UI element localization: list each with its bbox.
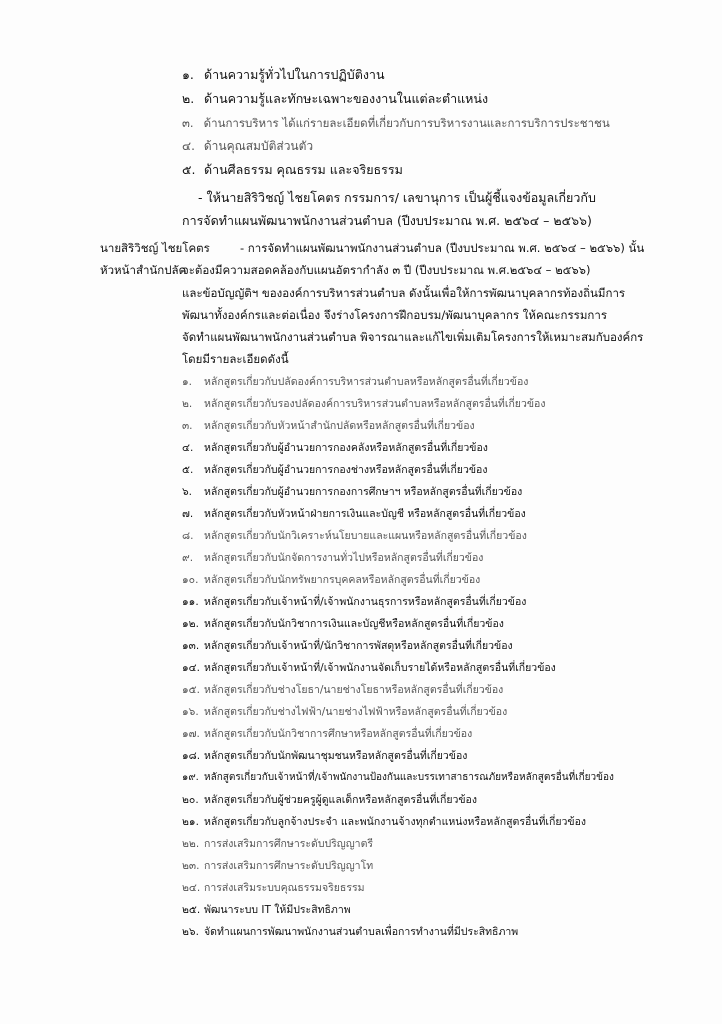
list-item-text: หลักสูตรเกี่ยวกับนักวิชาการเงินและบัญชีหรือหลักสูตรอื่นที่เกี่ยวข้อง	[204, 618, 504, 630]
list-item-number: ๑๐.	[182, 574, 199, 586]
list-item-text: หลักสูตรเกี่ยวกับนักวิเคราะห์นโยบายและแผนหรือหลักสูตรอื่นที่เกี่ยวข้อง	[204, 530, 527, 542]
list-item-text: หลักสูตรเกี่ยวกับผู้อำนวยการกองคลังหรือหลักสูตรอื่นที่เกี่ยวข้อง	[204, 442, 488, 454]
list-item-text: หลักสูตรเกี่ยวกับช่างโยธา/นายช่างโยธาหรือหลักสูตรอื่นที่เกี่ยวข้อง	[204, 684, 504, 696]
list-item-text: หลักสูตรเกี่ยวกับนักพัฒนาชุมชนหรือหลักสูตรอื่นที่เกี่ยวข้อง	[204, 750, 468, 762]
list-item-text: หลักสูตรเกี่ยวกับปลัดองค์การบริหารส่วนตำบลหรือหลักสูตรอื่นที่เกี่ยวข้อง	[204, 376, 529, 388]
paragraph-line-5: จัดทำแผนพัฒนาพนักงานส่วนตำบล พิจารณาและแก้ไขเพิ่มเติมโครงการให้เหมาะสมกับองค์กร	[182, 330, 644, 344]
top-item	[182, 67, 385, 83]
list-item	[182, 572, 480, 588]
list-item	[182, 440, 488, 456]
speaker-name: นายสิริวิชญ์ ไชยโคตร	[100, 241, 210, 255]
paragraph-line-4: พัฒนาทั้งองค์กรและต่อเนื่อง จึงร่างโครงการฝึกอบรม/พัฒนาบุคลากร ให้คณะกรรมการ	[182, 308, 608, 322]
list-item-text: หลักสูตรเกี่ยวกับลูกจ้างประจำ และพนักงานจ้างทุกตำแหน่งหรือหลักสูตรอื่นที่เกี่ยวข้อง	[204, 816, 587, 828]
list-item-number: ๗.	[182, 508, 194, 520]
list-item-text: หลักสูตรเกี่ยวกับรองปลัดองค์การบริหารส่วนตำบลหรือหลักสูตรอื่นที่เกี่ยวข้อง	[204, 398, 546, 410]
list-item-text: หลักสูตรเกี่ยวกับผู้ช่วยครูผู้ดูแลเด็กหรือหลักสูตรอื่นที่เกี่ยวข้อง	[204, 794, 477, 806]
list-item-number: ๑๓.	[182, 640, 200, 652]
paragraph-line-2: จะต้องมีความสอดคล้องกับแผนอัตรากำลัง ๓ ปี (ปีงบประมาณ พ.ศ.๒๕๖๔ – ๒๕๖๖)	[182, 263, 591, 277]
list-item-number: ๘.	[182, 530, 194, 542]
list-item-text: หลักสูตรเกี่ยวกับหัวหน้าฝ่ายการเงินและบัญชี หรือหลักสูตรอื่นที่เกี่ยวข้อง	[204, 508, 526, 520]
list-item-number: ๑.	[182, 376, 193, 388]
list-item-number: ๓.	[182, 420, 193, 432]
top-item	[182, 138, 313, 154]
list-item-number: ๑๖.	[182, 706, 199, 718]
list-item	[182, 924, 518, 940]
list-item	[182, 396, 545, 412]
top-item-number: ๕.	[182, 162, 196, 177]
assignment-line-1: - ให้นายสิริวิชญ์ ไชยโคตร กรรมการ/ เลขานุการ เป็นผู้ชี้แจงข้อมูลเกี่ยวกับ	[198, 190, 596, 205]
list-item	[182, 484, 522, 500]
list-item-number: ๑๑.	[182, 596, 199, 608]
top-item-text: ด้านการบริหาร ได้แก่รายละเอียดที่เกี่ยวกับการบริหารงานและการบริการประชาชน	[203, 116, 610, 130]
list-item-text: พัฒนาระบบ IT ให้มีประสิทธิภาพ	[204, 904, 351, 916]
speaker-title: หัวหน้าสำนักปลัด	[100, 263, 187, 277]
list-item	[182, 880, 365, 896]
list-item-number: ๕.	[182, 464, 194, 476]
list-item	[182, 528, 527, 544]
list-item	[182, 858, 373, 874]
list-item-text: หลักสูตรเกี่ยวกับหัวหน้าสำนักปลัดหรือหลักสูตรอื่นที่เกี่ยวข้อง	[204, 420, 475, 432]
list-item-text: หลักสูตรเกี่ยวกับนักทรัพยากรบุคคลหรือหลักสูตรอื่นที่เกี่ยวข้อง	[204, 574, 481, 586]
list-item-text: หลักสูตรเกี่ยวกับช่างไฟฟ้า/นายช่างไฟฟ้าหรือหลักสูตรอื่นที่เกี่ยวข้อง	[204, 706, 508, 718]
list-item-text: หลักสูตรเกี่ยวกับผู้อำนวยการกองการศึกษาฯ หรือหลักสูตรอื่นที่เกี่ยวข้อง	[204, 486, 523, 498]
list-item-text: การส่งเสริมการศึกษาระดับปริญญาโท	[204, 860, 374, 872]
list-item-text: หลักสูตรเกี่ยวกับเจ้าหน้าที่/เจ้าพนักงานธุรการหรือหลักสูตรอื่นที่เกี่ยวข้อง	[204, 596, 527, 608]
list-item	[182, 726, 472, 742]
list-item	[182, 814, 586, 830]
paragraph-line-1: - การจัดทำแผนพัฒนาพนักงานส่วนตำบล (ปีงบประมาณ พ.ศ. ๒๕๖๔ – ๒๕๖๖) นั้น	[240, 241, 645, 255]
list-item	[182, 550, 483, 566]
paragraph-line-3: และข้อบัญญัติฯ ขององค์การบริหารส่วนตำบล ดังนั้นเพื่อให้การพัฒนาบุคลากรท้องถิ่นมีการ	[182, 286, 626, 300]
list-item	[182, 770, 614, 786]
list-item-number: ๙.	[182, 552, 194, 564]
list-item-number: ๑๗.	[182, 728, 200, 740]
list-item-number: ๒๔.	[182, 882, 201, 894]
top-item-number: ๓.	[182, 116, 194, 130]
list-item-number: ๒๒.	[182, 838, 200, 850]
list-item	[182, 374, 528, 390]
top-item-text: ด้านความรู้ทั่วไปในการปฏิบัติงาน	[203, 67, 385, 82]
list-item	[182, 418, 475, 434]
list-item	[182, 902, 351, 918]
assignment-line-2: การจัดทำแผนพัฒนาพนักงานส่วนตำบล (ปีงบประมาณ พ.ศ. ๒๕๖๔ – ๒๕๖๖)	[182, 213, 592, 228]
list-item-number: ๑๙.	[182, 772, 199, 783]
list-item-text: หลักสูตรเกี่ยวกับเจ้าหน้าที่/นักวิชาการพัสดุหรือหลักสูตรอื่นที่เกี่ยวข้อง	[204, 640, 513, 652]
top-item	[182, 115, 610, 131]
list-item-text: หลักสูตรเกี่ยวกับเจ้าหน้าที่/เจ้าพนักงานจัดเก็บรายได้หรือหลักสูตรอื่นที่เกี่ยวข้อง	[204, 662, 556, 674]
list-item-number: ๑๒.	[182, 618, 199, 630]
list-item-number: ๒๖.	[182, 926, 199, 938]
list-item	[182, 594, 526, 610]
top-item-text: ด้านความรู้และทักษะเฉพาะของงานในแต่ละตำแหน่ง	[203, 91, 489, 106]
list-item	[182, 704, 507, 720]
top-item	[182, 91, 488, 107]
list-item	[182, 682, 503, 698]
list-item	[182, 506, 526, 522]
top-item-number: ๑.	[182, 67, 194, 82]
list-item-text: หลักสูตรเกี่ยวกับผู้อำนวยการกองช่างหรือหลักสูตรอื่นที่เกี่ยวข้อง	[204, 464, 488, 476]
list-item-number: ๒๓.	[182, 860, 200, 872]
top-item-number: ๔.	[182, 139, 195, 153]
top-item	[182, 162, 403, 178]
list-item-number: ๒๕.	[182, 904, 201, 916]
top-item-number: ๒.	[182, 91, 195, 106]
list-item-number: ๑๔.	[182, 662, 200, 674]
top-item-text: ด้านศีลธรรม คุณธรรม และจริยธรรม	[203, 162, 403, 177]
list-item	[182, 748, 467, 764]
list-item-number: ๒๑.	[182, 816, 199, 828]
list-item	[182, 836, 373, 852]
top-item-text: ด้านคุณสมบัติส่วนตัว	[203, 139, 314, 153]
list-item-text: หลักสูตรเกี่ยวกับนักวิชาการศึกษาหรือหลักสูตรอื่นที่เกี่ยวข้อง	[204, 728, 473, 740]
list-item-number: ๒๐.	[182, 794, 199, 806]
list-item-number: ๔.	[182, 442, 194, 454]
list-item-number: ๑๘.	[182, 750, 201, 762]
list-item-text: การส่งเสริมการศึกษาระดับปริญญาตรี	[204, 838, 374, 850]
list-item-number: ๑๕.	[182, 684, 200, 696]
list-item-text: จัดทำแผนการพัฒนาพนักงานส่วนตำบลเพื่อการทำงานที่มีประสิทธิภาพ	[204, 926, 519, 938]
list-item	[182, 616, 504, 632]
list-item-number: ๒.	[182, 398, 193, 410]
list-item-text: หลักสูตรเกี่ยวกับเจ้าหน้าที่/เจ้าพนักงานป้องกันและบรรเทาสาธารณภัยหรือหลักสูตรอื่นที่เกี่ยวข้อง	[204, 772, 614, 783]
list-item	[182, 660, 556, 676]
list-item	[182, 792, 477, 808]
list-item-number: ๖.	[182, 486, 193, 498]
list-item	[182, 638, 513, 654]
paragraph-line-6: โดยมีรายละเอียดดังนี้	[182, 352, 289, 366]
list-item	[182, 462, 487, 478]
list-item-text: การส่งเสริมระบบคุณธรรมจริยธรรม	[204, 882, 365, 894]
list-item-text: หลักสูตรเกี่ยวกับนักจัดการงานทั่วไปหรือหลักสูตรอื่นที่เกี่ยวข้อง	[204, 552, 484, 564]
